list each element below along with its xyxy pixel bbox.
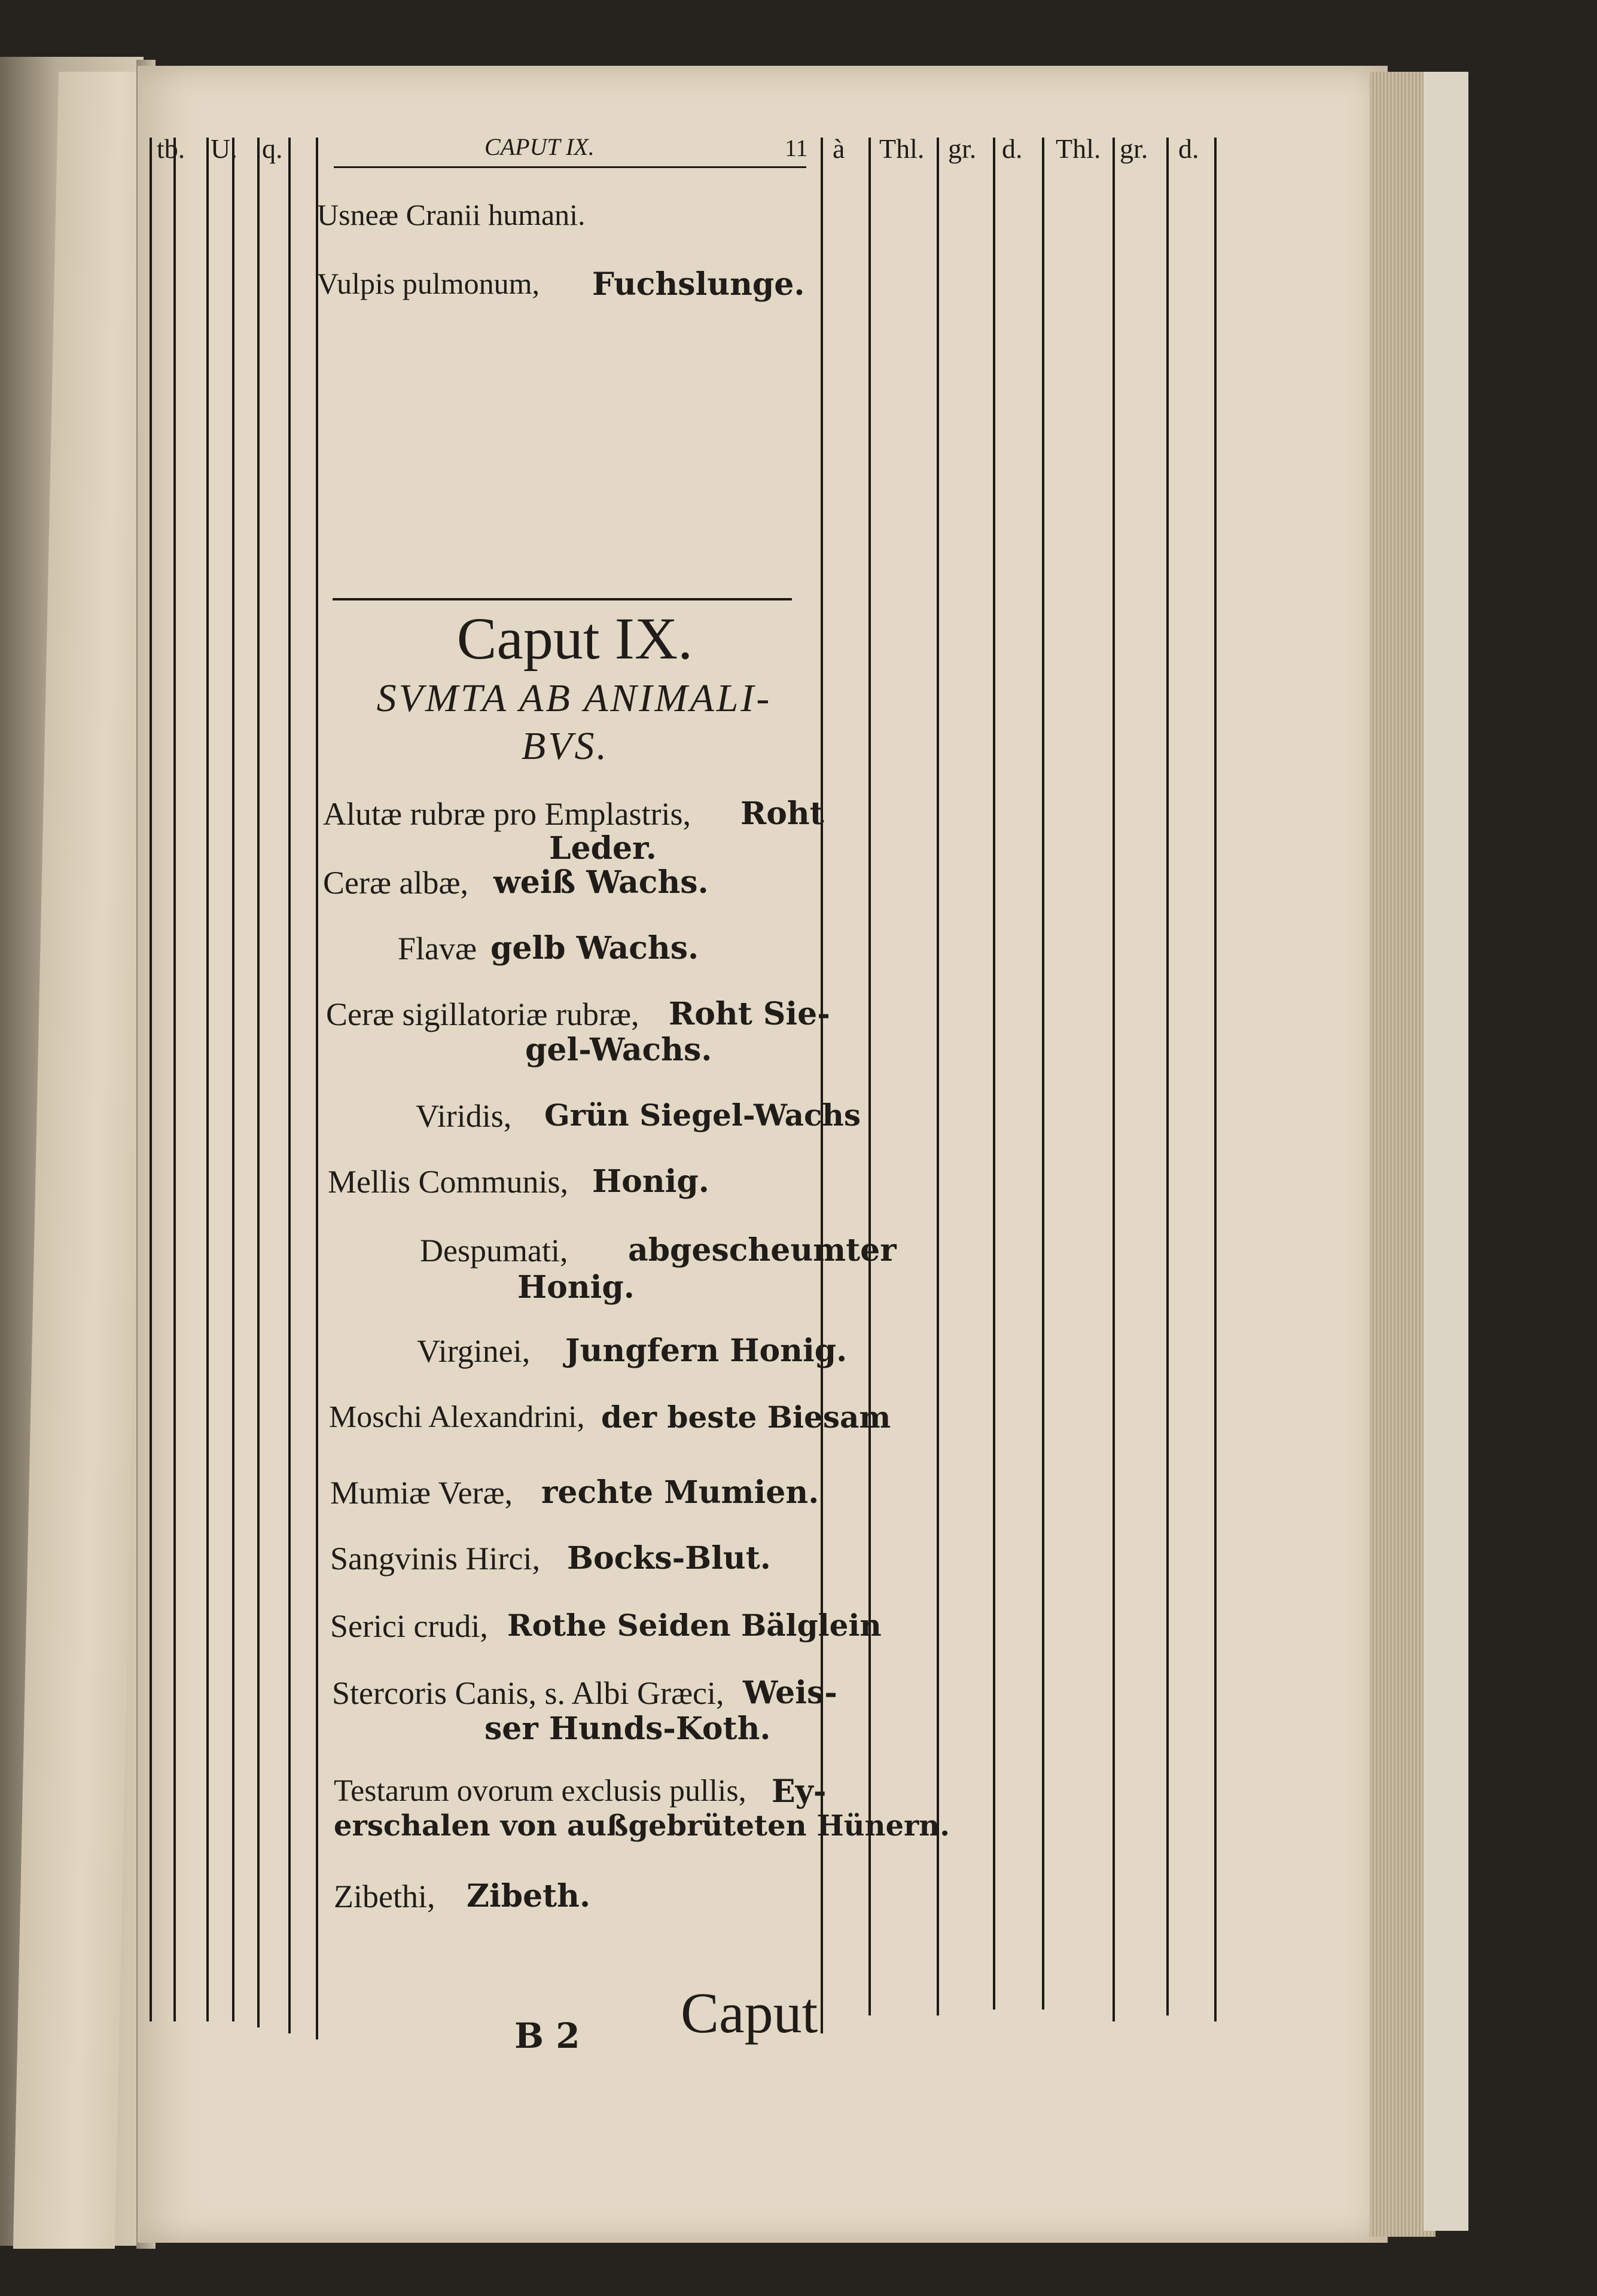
- entry-latin: Stercoris Canis, s. Albi Græci,: [332, 1675, 724, 1711]
- entry-latin: Ceræ albæ,: [323, 865, 468, 901]
- entry-latin: Sangvinis Hirci,: [330, 1541, 540, 1577]
- running-title: CAPUT IX.: [484, 133, 595, 160]
- entry-latin: Moschi Alexandrini,: [329, 1400, 585, 1434]
- entry-german: Jungfern Honig.: [565, 1333, 848, 1369]
- entry-latin: Alutæ rubræ pro Emplastris,: [323, 796, 691, 832]
- entry-latin: Viridis,: [416, 1098, 512, 1134]
- entry-german: Leder.: [549, 830, 657, 867]
- entry-german: Weis-: [743, 1675, 837, 1711]
- column-rule: [1166, 138, 1169, 2016]
- signature-mark: B 2: [514, 2016, 580, 2056]
- entry-latin: Zibethi,: [334, 1879, 435, 1914]
- column-rule: [937, 138, 939, 2016]
- entry-german: Ey-: [772, 1773, 827, 1810]
- header-col-tb: tb.: [157, 133, 185, 164]
- book-page: [138, 66, 1388, 2243]
- column-rule: [173, 138, 176, 2021]
- column-rule: [1042, 138, 1044, 2010]
- column-rule: [257, 138, 260, 2027]
- header-col-q: q.: [262, 133, 283, 164]
- column-rule: [1113, 138, 1115, 2021]
- column-rule: [821, 138, 823, 2033]
- header-col-a: à: [833, 133, 845, 164]
- chapter-divider: [333, 598, 792, 600]
- entry-german: weiß Wachs.: [493, 864, 709, 901]
- entry-german: erschalen von außgebrüteten Hünern.: [334, 1809, 950, 1843]
- entry-latin: Testarum ovorum exclusis pullis,: [334, 1774, 746, 1808]
- entry-latin: Usneæ Cranii humani.: [317, 198, 586, 231]
- header-col-gr-1: gr.: [948, 133, 977, 164]
- entry-latin: Vulpis pulmonum,: [317, 267, 540, 300]
- chapter-title: Caput IX.: [456, 605, 693, 672]
- book-cover-edge: [1424, 72, 1468, 2231]
- entry-german: Zibeth.: [467, 1878, 591, 1914]
- page-number: 11: [785, 135, 808, 161]
- entry-german: gelb Wachs.: [490, 930, 699, 966]
- running-title-rule: [334, 166, 806, 168]
- column-rule: [232, 138, 234, 2021]
- entry-german: der beste Biesam: [601, 1399, 891, 1435]
- column-rule: [316, 138, 318, 2039]
- header-col-thl-1: Thl.: [879, 133, 925, 164]
- header-col-u: U.: [211, 133, 237, 164]
- entry-german: Fuchslunge.: [592, 266, 805, 303]
- entry-german: Honig.: [592, 1163, 709, 1200]
- column-rule: [993, 138, 995, 2010]
- entry-latin: Mumiæ Veræ,: [330, 1475, 513, 1511]
- column-rule: [150, 138, 152, 2021]
- entry-latin: Flavæ: [398, 931, 477, 966]
- entry-german: ser Hunds-Koth.: [484, 1710, 771, 1747]
- entry-german: Rothe Seiden Bälglein: [507, 1608, 882, 1643]
- column-rule: [868, 138, 871, 2016]
- header-col-gr-2: gr.: [1120, 133, 1148, 164]
- entry-german: Roht Sie-: [669, 996, 830, 1032]
- entry-latin: Mellis Communis,: [328, 1164, 569, 1200]
- entry-german: Honig.: [517, 1269, 635, 1306]
- entry-latin: Ceræ sigillatoriæ rubræ,: [326, 996, 639, 1032]
- chapter-subtitle: SVMTA AB ANIMALI-: [376, 676, 772, 720]
- header-col-d-2: d.: [1178, 133, 1199, 164]
- header-col-thl-2: Thl.: [1056, 133, 1101, 164]
- catchword: Caput: [681, 1981, 818, 2045]
- entry-latin: Despumati,: [420, 1233, 568, 1269]
- entry-german: gel-Wachs.: [525, 1032, 712, 1068]
- chapter-subtitle: BVS.: [521, 724, 609, 768]
- entry-german: Roht: [740, 795, 824, 832]
- entry-german: Bocks-Blut.: [567, 1540, 771, 1577]
- entry-german: rechte Mumien.: [541, 1474, 819, 1511]
- column-rule: [1214, 138, 1217, 2021]
- header-col-d-1: d.: [1002, 133, 1023, 164]
- entry-latin: Serici crudi,: [330, 1608, 488, 1644]
- entry-german: Grün Siegel-Wachs: [544, 1097, 861, 1133]
- column-rule: [206, 138, 209, 2021]
- entry-latin: Virginei,: [417, 1333, 531, 1369]
- entry-german: abgescheumter: [628, 1232, 897, 1269]
- column-rule: [288, 138, 291, 2033]
